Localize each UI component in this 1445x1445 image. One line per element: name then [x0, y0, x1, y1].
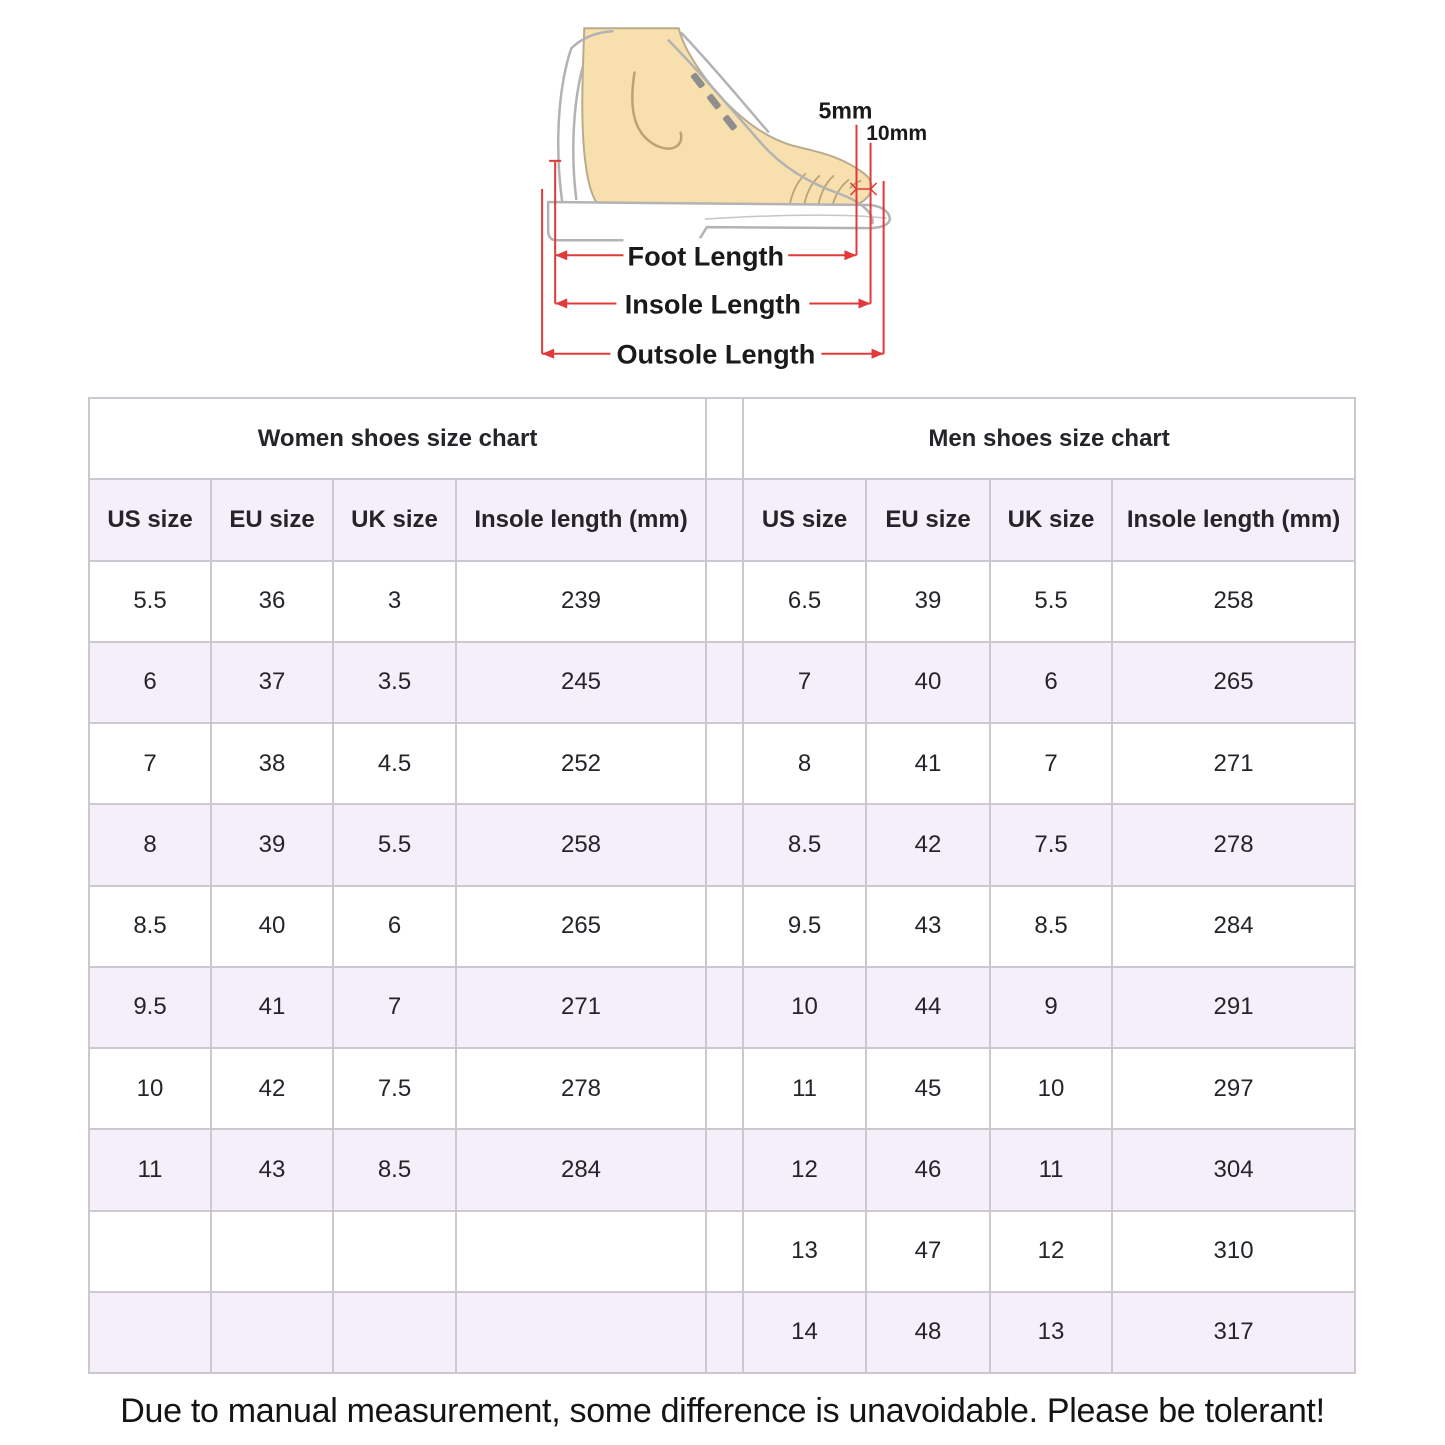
spacer-cell: [706, 886, 743, 967]
measurement-disclaimer: Due to manual measurement, some difference is unavoidable. Please be tolerant!: [120, 1392, 1325, 1430]
spacer-cell: [706, 642, 743, 723]
men-cell: 8: [743, 723, 866, 804]
women-cell: 7: [89, 723, 211, 804]
women-cell: 284: [456, 1129, 706, 1210]
men-cell: 8.5: [743, 804, 866, 885]
women-cell: 39: [211, 804, 333, 885]
women-cell: 7.5: [333, 1048, 456, 1129]
spacer-cell: [706, 561, 743, 642]
women-cell: [89, 1292, 211, 1373]
table-row: [89, 1048, 1355, 1129]
women-cell: [456, 1292, 706, 1373]
spacer-cell: [706, 1048, 743, 1129]
foot-length-label: Foot Length: [627, 240, 785, 272]
men-cell: 45: [866, 1048, 990, 1129]
men-cell: 8.5: [990, 886, 1112, 967]
women-cell: 6: [333, 886, 456, 967]
women-cell: 265: [456, 886, 706, 967]
five-mm-label: 5mm: [818, 97, 873, 124]
table-row: [89, 561, 1355, 642]
shoe-size-chart-table: [88, 397, 1356, 1374]
men-cell: 258: [1112, 561, 1355, 642]
ten-mm-label: 10mm: [866, 121, 928, 145]
men-cell: 7.5: [990, 804, 1112, 885]
foot-measurement-diagram: [518, 16, 970, 372]
women-cell: 258: [456, 804, 706, 885]
men-cell: 10: [990, 1048, 1112, 1129]
men-cell: 317: [1112, 1292, 1355, 1373]
men-cell: 48: [866, 1292, 990, 1373]
women-header-eu: EU size: [211, 479, 333, 560]
men-cell: 9: [990, 967, 1112, 1048]
men-cell: 11: [990, 1129, 1112, 1210]
women-cell: 239: [456, 561, 706, 642]
table-row: [89, 1211, 1355, 1292]
women-cell: 245: [456, 642, 706, 723]
men-cell: 310: [1112, 1211, 1355, 1292]
women-cell: 3: [333, 561, 456, 642]
men-cell: 6: [990, 642, 1112, 723]
women-cell: 5.5: [333, 804, 456, 885]
men-cell: 297: [1112, 1048, 1355, 1129]
men-cell: 278: [1112, 804, 1355, 885]
men-cell: 13: [990, 1292, 1112, 1373]
women-cell: 5.5: [89, 561, 211, 642]
table-row: [89, 642, 1355, 723]
men-header-eu: EU size: [866, 479, 990, 560]
spacer-cell: [706, 479, 743, 560]
women-cell: 36: [211, 561, 333, 642]
men-cell: 43: [866, 886, 990, 967]
women-cell: 8.5: [89, 886, 211, 967]
men-header-insole: Insole length (mm): [1112, 479, 1355, 560]
men-cell: 42: [866, 804, 990, 885]
men-cell: 47: [866, 1211, 990, 1292]
women-cell: [211, 1292, 333, 1373]
foot-shape: [582, 28, 871, 226]
women-table-title: Women shoes size chart: [89, 398, 706, 479]
women-cell: 40: [211, 886, 333, 967]
men-table-title: Men shoes size chart: [743, 398, 1355, 479]
spacer-cell: [706, 1129, 743, 1210]
foot-measurement-svg: [518, 16, 970, 372]
men-cell: 11: [743, 1048, 866, 1129]
men-cell: 14: [743, 1292, 866, 1373]
women-cell: [211, 1211, 333, 1292]
outsole-length-label: Outsole Length: [616, 338, 816, 370]
women-cell: 9.5: [89, 967, 211, 1048]
shoe-sole: [548, 202, 890, 240]
women-cell: 252: [456, 723, 706, 804]
women-cell: 271: [456, 967, 706, 1048]
women-cell: 3.5: [333, 642, 456, 723]
women-cell: 8: [89, 804, 211, 885]
women-cell: 37: [211, 642, 333, 723]
women-cell: [333, 1211, 456, 1292]
table-row: [89, 967, 1355, 1048]
women-header-uk: UK size: [333, 479, 456, 560]
men-cell: 7: [743, 642, 866, 723]
men-cell: 6.5: [743, 561, 866, 642]
men-cell: 291: [1112, 967, 1355, 1048]
table-row: [89, 1292, 1355, 1373]
women-cell: 38: [211, 723, 333, 804]
women-cell: 4.5: [333, 723, 456, 804]
women-cell: 42: [211, 1048, 333, 1129]
spacer-cell: [706, 723, 743, 804]
spacer-cell: [706, 1211, 743, 1292]
women-cell: 10: [89, 1048, 211, 1129]
header-row: [89, 479, 1355, 560]
spacer-cell: [706, 804, 743, 885]
women-header-us: US size: [89, 479, 211, 560]
men-cell: 46: [866, 1129, 990, 1210]
men-cell: 44: [866, 967, 990, 1048]
men-cell: 265: [1112, 642, 1355, 723]
men-cell: 12: [990, 1211, 1112, 1292]
men-cell: 271: [1112, 723, 1355, 804]
spacer-cell: [706, 398, 743, 479]
table-row: [89, 804, 1355, 885]
table-row: [89, 1129, 1355, 1210]
women-cell: 8.5: [333, 1129, 456, 1210]
spacer-cell: [706, 967, 743, 1048]
men-cell: 10: [743, 967, 866, 1048]
women-cell: [456, 1211, 706, 1292]
men-cell: 9.5: [743, 886, 866, 967]
men-cell: 5.5: [990, 561, 1112, 642]
title-row: [89, 398, 1355, 479]
spacer-cell: [706, 1292, 743, 1373]
men-cell: 39: [866, 561, 990, 642]
women-cell: 11: [89, 1129, 211, 1210]
men-cell: 7: [990, 723, 1112, 804]
women-cell: 43: [211, 1129, 333, 1210]
men-cell: 13: [743, 1211, 866, 1292]
women-cell: [89, 1211, 211, 1292]
women-cell: 6: [89, 642, 211, 723]
women-header-insole: Insole length (mm): [456, 479, 706, 560]
table-row: [89, 886, 1355, 967]
men-cell: 284: [1112, 886, 1355, 967]
women-cell: [333, 1292, 456, 1373]
table-row: [89, 723, 1355, 804]
men-cell: 304: [1112, 1129, 1355, 1210]
women-cell: 41: [211, 967, 333, 1048]
insole-length-label: Insole Length: [624, 288, 801, 320]
women-cell: 278: [456, 1048, 706, 1129]
men-header-uk: UK size: [990, 479, 1112, 560]
men-header-us: US size: [743, 479, 866, 560]
women-cell: 7: [333, 967, 456, 1048]
men-cell: 12: [743, 1129, 866, 1210]
men-cell: 40: [866, 642, 990, 723]
men-cell: 41: [866, 723, 990, 804]
